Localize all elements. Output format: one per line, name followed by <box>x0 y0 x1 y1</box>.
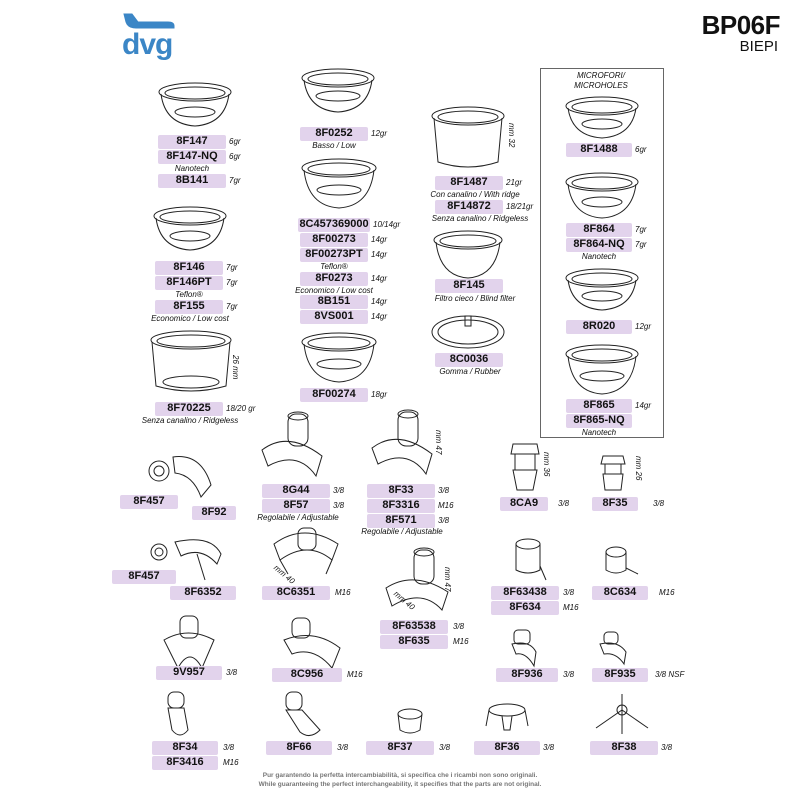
part-code-8F92: 8F92 <box>192 506 236 520</box>
part-code-9V957: 9V957 <box>156 666 222 680</box>
part-code-8F35: 8F35 <box>592 497 638 511</box>
spout-8G44-drawing <box>258 410 328 482</box>
filter-basket-8F865-drawing <box>562 344 642 398</box>
spout-8F38-drawing <box>592 688 652 740</box>
part-weight-8G44: 3/8 <box>333 486 345 495</box>
part-weight-8F38: 3/8 <box>661 743 673 752</box>
dim-26mm-b: mm 26 <box>634 456 643 481</box>
part-weight-8R020: 12gr <box>635 322 652 331</box>
part-weight-8F634: M16 <box>563 603 579 612</box>
part-weight-8F936: 3/8 <box>563 670 575 679</box>
filter-basket-8F146-drawing <box>150 206 230 256</box>
filter-basket-8F147-drawing <box>155 82 235 132</box>
part-weight-8F571: 3/8 <box>438 516 450 525</box>
part-weight-8B151: 14gr <box>371 297 388 306</box>
part-code-8F935: 8F935 <box>592 668 648 682</box>
part-code-8F6352: 8F6352 <box>170 586 236 600</box>
part-code-8F457-a: 8F457 <box>120 495 178 509</box>
note-nanotech-2: Nanotech <box>581 252 617 261</box>
part-weight-8C457369000: 10/14gr <box>373 220 401 229</box>
part-weight-8F0252: 12gr <box>371 129 388 138</box>
part-code-8F635: 8F635 <box>380 635 448 649</box>
part-code-8F864: 8F864 <box>566 223 632 237</box>
part-code-8F0252: 8F0252 <box>300 127 368 141</box>
note-blind-filter: Filtro cieco / Blind filter <box>434 294 516 303</box>
part-weight-8F63438: 3/8 <box>563 588 575 597</box>
page-code: BP06F <box>701 10 780 40</box>
part-code-8F00273: 8F00273 <box>300 233 368 247</box>
part-weight-8F1488: 6gr <box>635 145 647 154</box>
part-code-8C6351: 8C6351 <box>262 586 330 600</box>
part-code-8F155: 8F155 <box>155 300 223 314</box>
spout-9V957-drawing <box>160 612 220 674</box>
logo-text: dvg <box>122 28 173 61</box>
note-economico-1: Economico / Low cost <box>151 314 229 323</box>
part-code-8F147-NQ: 8F147-NQ <box>158 150 226 164</box>
part-code-8F634: 8F634 <box>491 601 559 615</box>
part-weight-8C6351: M16 <box>335 588 351 597</box>
part-code-8F34: 8F34 <box>152 741 218 755</box>
dim-26mm: 26 mm <box>231 355 240 380</box>
part-weight-8F155: 7gr <box>226 302 238 311</box>
filter-basket-8F1488-drawing <box>562 96 642 142</box>
part-code-8F00274: 8F00274 <box>300 388 368 402</box>
rubber-disk-8C0036-drawing <box>428 312 508 352</box>
spout-8C634-drawing <box>600 544 642 582</box>
part-code-8F36: 8F36 <box>474 741 540 755</box>
note-ridgeless-2: Senza canalino / Ridgeless <box>431 214 529 223</box>
part-weight-8F00274: 18gr <box>371 390 388 399</box>
part-code-8CA9: 8CA9 <box>500 497 548 511</box>
part-code-8C956: 8C956 <box>272 668 342 682</box>
part-code-8F865: 8F865 <box>566 399 632 413</box>
part-weight-8F1487: 21gr <box>506 178 523 187</box>
part-weight-8F14872: 18/21gr <box>506 202 534 211</box>
part-code-8C0036: 8C0036 <box>435 353 503 367</box>
part-weight-8F35: 3/8 <box>653 499 665 508</box>
part-weight-8F865: 14gr <box>635 401 652 410</box>
part-code-8F37: 8F37 <box>366 741 434 755</box>
part-weight-8F00273: 14gr <box>371 235 388 244</box>
part-code-8F0273: 8F0273 <box>300 272 368 286</box>
filter-basket-8C457-drawing <box>298 158 380 214</box>
part-code-8F70225: 8F70225 <box>155 402 223 416</box>
part-code-8F936: 8F936 <box>496 668 558 682</box>
part-code-8F57: 8F57 <box>262 499 330 513</box>
part-weight-8F63538: 3/8 <box>453 622 465 631</box>
part-code-8B141: 8B141 <box>158 174 226 188</box>
dim-32mm: mm 32 <box>507 123 516 148</box>
part-weight-8F3316: M16 <box>438 501 454 510</box>
microholes-title: MICROFORI/ MICROHOLES <box>574 71 628 90</box>
part-weight-8F147-NQ: 6gr <box>229 152 241 161</box>
note-low: Basso / Low <box>312 141 356 150</box>
dim-47mm-a: mm 47 <box>434 430 443 455</box>
note-economico-2: Economico / Low cost <box>295 286 373 295</box>
part-weight-8F00273PT: 14gr <box>371 250 388 259</box>
spout-8F63538-drawing <box>382 548 452 622</box>
blind-filter-8F145-drawing <box>430 230 506 286</box>
part-weight-8F36: 3/8 <box>543 743 555 752</box>
part-weight-8B141: 7gr <box>229 176 241 185</box>
spout-8C956-drawing <box>280 614 344 674</box>
part-code-8F3316: 8F3316 <box>367 499 435 513</box>
dim-36mm: mm 36 <box>542 452 551 477</box>
part-code-8VS001: 8VS001 <box>300 310 368 324</box>
part-code-8F864-NQ: 8F864-NQ <box>566 238 632 252</box>
spout-8F936-drawing <box>506 626 546 670</box>
dim-40mm-b: mm 40 <box>391 589 417 612</box>
part-code-8C634: 8C634 <box>592 586 648 600</box>
part-weight-8F147: 6gr <box>229 137 241 146</box>
part-code-8F38: 8F38 <box>590 741 658 755</box>
part-code-8F3416: 8F3416 <box>152 756 218 770</box>
part-code-8B151: 8B151 <box>300 295 368 309</box>
part-code-8F571: 8F571 <box>367 514 435 528</box>
part-weight-8F57: 3/8 <box>333 501 345 510</box>
note-rubber: Gomma / Rubber <box>439 367 501 376</box>
part-weight-9V957: 3/8 <box>226 668 238 677</box>
footer-disclaimer-en: While guaranteeing the perfect interchangeability, it specifies that the parts are not original. <box>258 781 542 788</box>
part-weight-8F146PT: 7gr <box>226 278 238 287</box>
part-code-8F865-NQ: 8F865-NQ <box>566 414 632 428</box>
filter-basket-8R020-drawing <box>562 268 642 314</box>
part-code-8F66: 8F66 <box>266 741 332 755</box>
part-weight-8F864: 7gr <box>635 225 647 234</box>
note-teflon-1: Teflon® <box>175 290 203 299</box>
part-code-8F146: 8F146 <box>155 261 223 275</box>
part-code-8F147: 8F147 <box>158 135 226 149</box>
part-weight-8F935: 3/8 NSF <box>655 670 685 679</box>
note-teflon-2: Teflon® <box>320 262 348 271</box>
part-weight-8F146: 7gr <box>226 263 238 272</box>
part-weight-8F66: 3/8 <box>337 743 349 752</box>
part-code-8G44: 8G44 <box>262 484 330 498</box>
part-code-8F1488: 8F1488 <box>566 143 632 157</box>
part-weight-8F70225: 18/20 gr <box>226 404 256 413</box>
note-nanotech-1: Nanotech <box>174 164 210 173</box>
part-code-8F457-b: 8F457 <box>112 570 176 584</box>
spout-8F63438-drawing <box>508 536 548 584</box>
page-subtitle: BIEPI <box>739 38 778 55</box>
filter-basket-8F1487-drawing <box>428 106 508 176</box>
part-weight-8F635: M16 <box>453 637 469 646</box>
spout-8F37-drawing <box>392 706 428 740</box>
part-code-8F63438: 8F63438 <box>491 586 559 600</box>
part-weight-8C956: M16 <box>347 670 363 679</box>
part-weight-8F33: 3/8 <box>438 486 450 495</box>
filter-basket-8F70225-drawing <box>146 330 236 400</box>
part-code-8F33: 8F33 <box>367 484 435 498</box>
part-weight-8F864-NQ: 7gr <box>635 240 647 249</box>
part-weight-8C634: M16 <box>659 588 675 597</box>
filter-basket-8F0252-drawing <box>298 68 378 118</box>
part-weight-8VS001: 14gr <box>371 312 388 321</box>
part-code-8F00273PT: 8F00273PT <box>300 248 368 262</box>
part-weight-8F34: 3/8 <box>223 743 235 752</box>
part-code-8F145: 8F145 <box>435 279 503 293</box>
note-with-ridge: Con canalino / With ridge <box>430 190 520 199</box>
spout-8F35-drawing <box>595 452 631 496</box>
part-weight-8CA9: 3/8 <box>558 499 570 508</box>
part-code-8F1487: 8F1487 <box>435 176 503 190</box>
spout-8F33-drawing <box>368 408 438 480</box>
spout-8F66-drawing <box>280 690 330 744</box>
dim-40mm-a: mm 40 <box>271 563 297 586</box>
part-code-8R020: 8R020 <box>566 320 632 334</box>
part-weight-8F0273: 14gr <box>371 274 388 283</box>
note-nanotech-3: Nanotech <box>581 428 617 437</box>
spout-8F34-drawing <box>160 690 200 744</box>
note-adjustable-2: Regolabile / Adjustable <box>361 527 443 536</box>
filter-basket-8F00274-drawing <box>298 332 380 388</box>
part-code-8F146PT: 8F146PT <box>155 276 223 290</box>
part-weight-8F37: 3/8 <box>439 743 451 752</box>
spout-8F36-drawing <box>482 700 532 736</box>
spout-8F935-drawing <box>596 628 636 668</box>
note-adjustable-1: Regolabile / Adjustable <box>257 513 339 522</box>
part-code-8F14872: 8F14872 <box>435 200 503 214</box>
part-code-8F63538: 8F63538 <box>380 620 448 634</box>
footer-disclaimer-it: Pur garantendo la perfetta intercambiabilità, si specifica che i ricambi non sono originali. <box>262 772 538 779</box>
dim-47mm-b: mm 47 <box>443 567 452 592</box>
note-ridgeless-1: Senza canalino / Ridgeless <box>141 416 239 425</box>
spout-8CA9-drawing <box>505 440 545 496</box>
filter-basket-8F864-drawing <box>562 172 642 222</box>
part-code-8C457369000: 8C457369000 <box>299 218 369 230</box>
part-weight-8F3416: M16 <box>223 758 239 767</box>
